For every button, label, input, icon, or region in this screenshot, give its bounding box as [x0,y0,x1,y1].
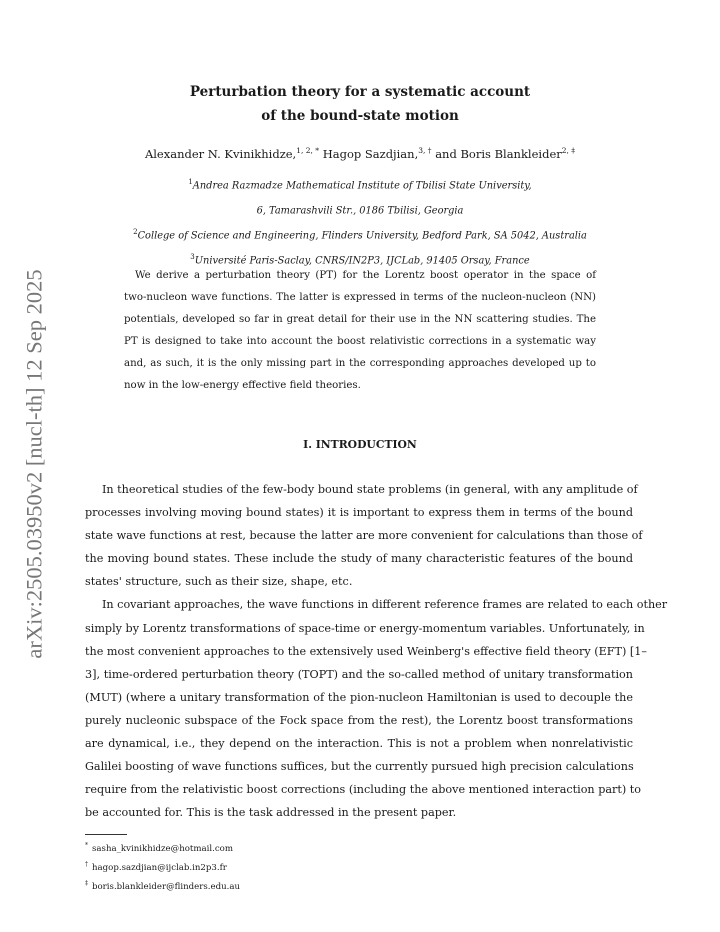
body-line: simply by Lorentz transformations of space-time or energy-momentum variables. Unfortunately, in [85,621,645,635]
paper-title [0,80,720,128]
body-line: state wave functions at rest, because the latter are more convenient for calculations than those of [85,529,643,543]
body-line: In covariant approaches, the wave functions in different reference frames are related to each other [102,598,668,612]
body-line: the most convenient approaches to the extensively used Weinberg's effective field theory (EFT) [1– [85,644,647,658]
body-line: In theoretical studies of the few-body bound state problems (in general, with any amplitude of [102,483,638,496]
footnote-email[interactable]: ‡ boris.blankleider@flinders.edu.au [85,879,241,892]
footnote-divider [85,834,127,835]
title-line-1: Perturbation theory for a systematic account [189,84,531,100]
abstract-line: potentials, developed so far in great detail for their use in the NN scattering studies. The [124,314,596,325]
affiliations [0,172,720,272]
body-line: processes involving moving bound states) it is important to express them in terms of the bound [85,506,633,520]
abstract-line: We derive a perturbation theory (PT) for the Lorentz boost operator in the space of [135,270,596,281]
body-line: (MUT) (where a unitary transformation of the pion-nucleon Hamiltonian is used to decouple the [85,690,633,704]
body-line: Galilei boosting of wave functions suffices, but the currently pursued high precision calculations [85,760,634,774]
body-line: require from the relativistic boost corrections (including the above mentioned interaction part) to [85,783,642,797]
abstract-line: two-nucleon wave functions. The latter is expressed in terms of the nucleon-nucleon (NN) [124,292,596,303]
author-affiliation-marker: 1, 2, * [296,146,320,155]
abstract-line: and, as such, it is the only missing part in the corresponding approaches developed up to [124,358,596,369]
section-heading-introduction: I. INTRODUCTION [303,438,417,451]
affiliation-line: 6, Tamarashvili Str., 0186 Tbilisi, Georgia [256,205,464,217]
arxiv-side-stamp [20,254,50,674]
author-name: Hagop Sazdjian, [322,146,419,161]
title-line-2: of the bound-state motion [261,108,459,124]
author-affiliation-marker: 2, ‡ [561,146,576,155]
body-line: purely nucleonic subspace of the Fock space from the rest), the Lorentz boost transformations [85,713,633,727]
body-line: are dynamical, i.e., they depend on the interaction. This is not a problem when nonrelativistic [85,737,633,751]
author-name: and Boris Blankleider [435,146,562,161]
affiliation-line: $^3$Université Paris-Saclay, CNRS/IN2P3, IJCLab, 91405 Orsay, France [190,252,530,267]
author-affiliation-marker: 3, † [418,146,432,155]
introduction-body [85,478,668,824]
arxiv-identifier: arXiv:2505.03950v2 [nucl-th] 12 Sep 2025 [22,269,48,659]
body-line: be accounted for. This is the task addressed in the present paper. [85,806,457,820]
author-name: Alexander N. Kvinikhidze, [144,146,297,161]
footnote-email[interactable]: † hagop.sazdjian@ijclab.in2p3.fr [85,860,227,873]
abstract-line: PT is designed to take into account the boost relativistic corrections in a systematic way [124,336,596,347]
abstract [124,265,596,397]
body-line: states' structure, such as their size, shape, etc. [85,575,353,589]
affiliation-line: $^2$College of Science and Engineering, Flinders University, Bedford Park, SA 5042, Australia [133,227,587,242]
affiliation-line: $^1$Andrea Razmadze Mathematical Institute of Tbilisi State University, [188,178,532,192]
footnotes [85,838,240,895]
body-line: 3], time-ordered perturbation theory (TOPT) and the so-called method of unitary transformation [85,667,633,681]
abstract-line: now in the low-energy effective field theories. [124,380,361,391]
footnote-email[interactable]: * sasha_kvinikhidze@hotmail.com [85,842,233,854]
author-list [0,146,720,161]
body-line: the moving bound states. These include the study of many characteristic features of the bound [85,552,633,566]
